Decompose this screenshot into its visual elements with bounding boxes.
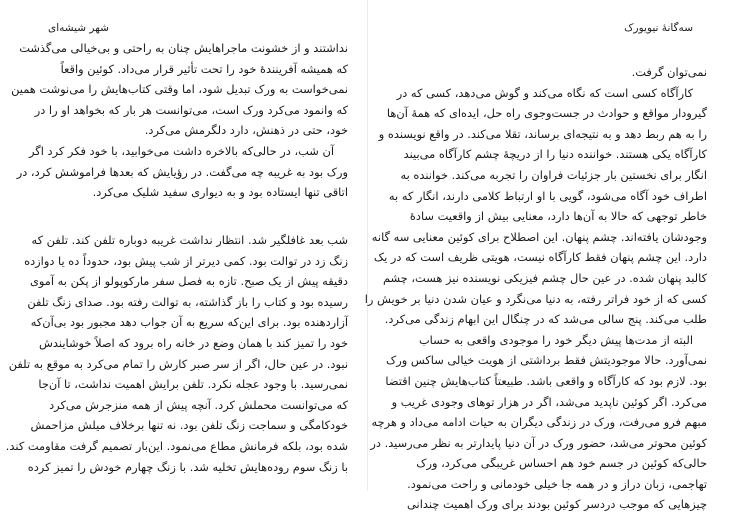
left-running-head: شهر شیشه‌ای (48, 22, 109, 34)
text-line: چیزهایی که موجب دردسر کوئین بودند برای ورک اهمیت چندانی (407, 497, 707, 512)
text-line: که می‌توانست محملش کرد. آنچه پیش از همه منزجرش می‌کرد (49, 397, 348, 412)
text-line: گیرودار مواقع و حوادث در جست‌وجوی راه حل، ایده‌ای که همهٔ آن‌ها (386, 106, 707, 121)
text-line: نمی‌خواست به ورک تبدیل شود، اما وقتی کتاب‌هایش را می‌نوشت همین (11, 82, 348, 97)
text-line: اطراف خود آگاه می‌شود، گویی با او ارتباط کلامی دارند، انگار که به (388, 188, 707, 203)
text-line: که همیشه آفرینندهٔ خود را تحت تأثیر قرار می‌داد. کوئین واقعاً (60, 61, 348, 76)
text-line: ورک بود به غریبه چه می‌گفت. در رؤیایش که بعدها فراموشش کرد، در (16, 164, 348, 179)
right-page (364, 0, 736, 512)
text-line: انگار برای نخستین بار جزئیات فراوان را تجربه می‌کند. خواننده به (400, 167, 707, 182)
right-paragraph-block (364, 62, 707, 515)
text-line: نداشتند و از خشونت ماجراهایش چنان به راحتی و بی‌خیالی می‌گذشت (19, 41, 348, 55)
left-paragraph-block-1 (11, 38, 348, 203)
text-line: نبود. در عین حال، اگر از سر صبر کارش را تمام می‌کرد به موقع به تلفن (8, 356, 348, 371)
text-line: نمی‌توان گرفت. (631, 65, 707, 79)
text-line: دقیقه پیش از یک صبح. تازه به فصل سفر مارکوپولو از پکن به آموی (30, 274, 348, 289)
text-line: که وانمود می‌کرد ورک است، می‌توانست هر بار که بخواهد او را در (34, 102, 348, 117)
text-line: با زنگ سوم روده‌هایش تخلیه شد. با زنگ چهارم خودش را تمیز کرده (27, 459, 348, 474)
text-line: شب بعد غافلگیر شد. انتظار نداشت غریبه دوباره تلفن کند. تلفن که (31, 233, 348, 247)
right-running-head: سه‌گانهٔ نیویورک (624, 22, 693, 34)
text-line: مبهم فرو می‌رفت، ورک در زندگی دیگران به حیات ادامه می‌داد و هرچه (371, 415, 707, 430)
text-line: کسی که از خود فراتر رفته، به دنیا می‌نگرد و عیان شدن دنیا بر خویش را (364, 291, 707, 306)
text-line: نمی‌رسید. با وجود عجله نکرد. تلفن برایش اهمیت نداشت، تا آن‌جا (38, 377, 348, 392)
text-line: رسیده بود و کتاب را باز گذاشته، به توالت رفته بود. صدای زنگ تلفن (27, 294, 348, 309)
text-line: کارآگاه کسی است که نگاه می‌کند و گوش می‌دهد، کسی که در (396, 85, 693, 100)
left-paragraph-block-2 (5, 230, 348, 477)
text-line: کوئین محوتر می‌شد، حضور ورک در آن دنیا پایدارتر به نظر می‌رسید. در (370, 435, 707, 450)
text-line: بود. لازم بود که کارآگاه و واقعی باشد. طبیعتاً کتاب‌هایش چنین اقتضا (385, 373, 707, 388)
text-line: خاطر توجهی که حالا به آن‌ها دارد، معنایی بیش از واقعیت سادهٔ (409, 209, 707, 224)
text-line: خودکامگی و سماجت زنگ تلفن بود. نه تنها برخلاف میلش مزاحمش (30, 418, 348, 433)
text-line: آزاردهنده بود. برای این‌که سریع به آن جواب دهد مجبور بود بی‌آن‌که (30, 315, 348, 330)
text-line: دارد. این چشم پنهان فقط کارآگاه نیست، هویتی ظریف است که در یک (373, 250, 707, 265)
text-line: طلب می‌کند. پنج سالی می‌شد که در چنگال این ابهام زندگی می‌کرد. (384, 312, 707, 327)
text-line: می‌کرد. اگر کوئین ناپدید می‌شد، اگر در هزار توهای وجودی غریب و (391, 394, 707, 409)
text-line: کارآگاه یکی هستند. خواننده دنیا را از دریچهٔ چشم کارآگاه می‌بیند (403, 147, 707, 162)
text-line: خود را تمیز کند با همان وضع در خانه راه برود که اصلاً خوشایندش (39, 335, 348, 350)
left-page (0, 0, 368, 491)
text-line: البته از مدت‌ها پیش دیگر خود را موجودی واقعی به حساب (418, 332, 693, 347)
text-line: شده بود، بلکه فرمانش مطاع می‌نمود. این‌بار تصمیم گرفت مقاومت کند. (5, 438, 348, 453)
text-line: را به هم ربط دهد و به نتیجه‌ای برساند، تقلا می‌کند. در واقع نویسنده و (378, 126, 707, 141)
text-line: اتاقی تنها ایستاده بود و به دیواری سفید شلیک می‌کرد. (92, 185, 348, 200)
text-line: وجودشان یافته‌اند. چشم پنهان. این اصطلاح برای کوئین معنایی سه گانه (371, 229, 707, 244)
text-line: زنگ زد در توالت بود. کمی دیرتر از شب پیش بود، حدوداً ده یا دوازده (24, 253, 348, 268)
text-line: خود، حتی در ذهنش، دارد دلگرمش می‌کرد. (144, 123, 348, 138)
text-line: کالبد پنهان شده. در عین حال چشم فیزیکی نویسنده نیز هست، چشم (382, 270, 707, 285)
text-line: نمی‌آورد. حالا موجودیتش فقط برداشتی از هویت خیالی ساکس ورک (386, 353, 707, 368)
text-line: حالی‌که کوئین در جسم خود هم احساس غریبگی می‌کرد، ورک (416, 456, 707, 471)
text-line: آن شب، در حالی‌که بالاخره داشت می‌خوابید، با خود فکر کرد اگر (29, 143, 334, 158)
text-line: تهاجمی، زبان دراز و در همه جا خیلی خودمانی و راحت می‌نمود. (407, 476, 707, 491)
